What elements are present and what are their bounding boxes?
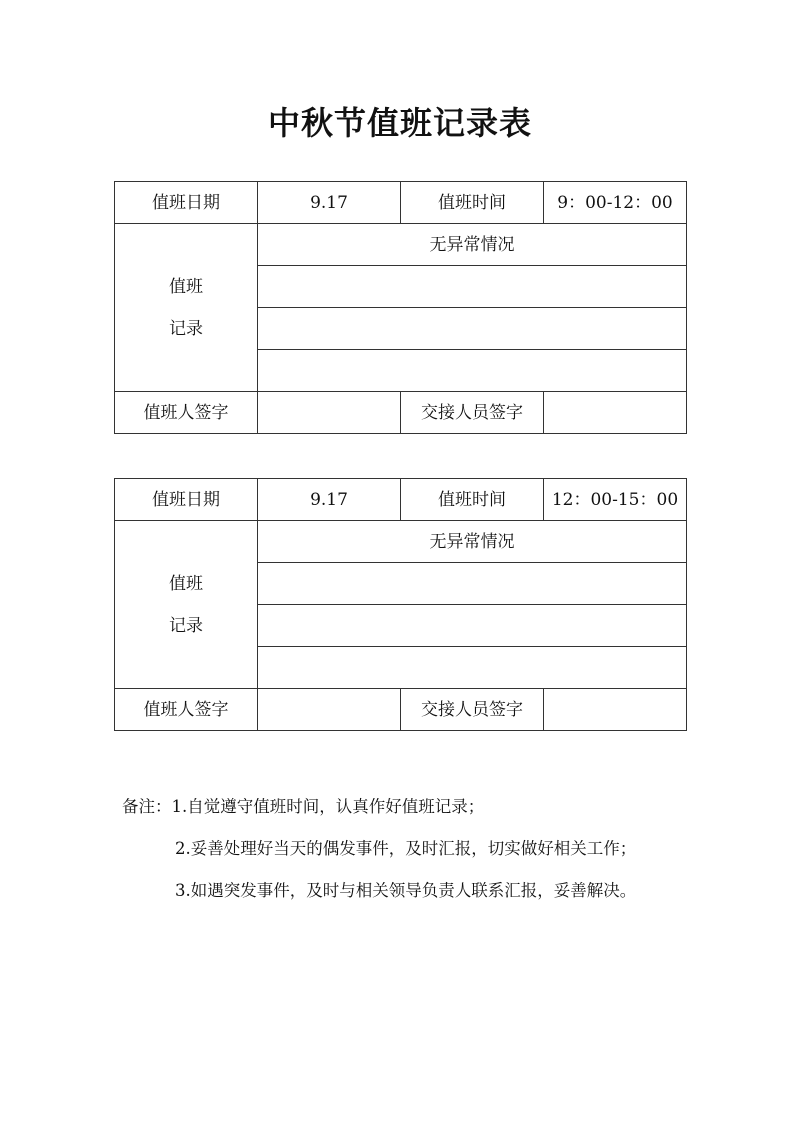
table-row (115, 182, 687, 224)
duty-table-shift-2 (114, 478, 687, 731)
time-value[interactable]: 9：00-12：00 (544, 182, 687, 224)
note-line-1: 备注：1.自觉遵守值班时间，认真作好值班记录； (122, 797, 485, 816)
time-label: 值班时间 (401, 479, 544, 521)
record-line-1[interactable]: 无异常情况 (258, 521, 687, 563)
record-label (115, 224, 258, 392)
table-row (115, 224, 687, 266)
handover-sign-label: 交接人员签字 (401, 392, 544, 434)
record-line-4[interactable] (258, 350, 687, 392)
duty-table-shift-1 (114, 181, 687, 434)
duty-sign-label: 值班人签字 (115, 392, 258, 434)
record-line-3[interactable] (258, 308, 687, 350)
date-label: 值班日期 (115, 182, 258, 224)
record-line-2[interactable] (258, 563, 687, 605)
record-label-line-2: 记录 (169, 318, 203, 339)
record-line-2[interactable] (258, 266, 687, 308)
handover-sign-field[interactable] (544, 392, 687, 434)
notes-section (122, 786, 636, 912)
record-line-4[interactable] (258, 647, 687, 689)
record-line-1[interactable]: 无异常情况 (258, 224, 687, 266)
table-row (115, 392, 687, 434)
table-row (115, 479, 687, 521)
record-line-3[interactable] (258, 605, 687, 647)
note-line-2: 2.妥善处理好当天的偶发事件，及时汇报，切实做好相关工作； (175, 839, 637, 858)
handover-sign-field[interactable] (544, 689, 687, 731)
record-label-line-2: 记录 (169, 615, 203, 636)
duty-sign-field[interactable] (258, 689, 401, 731)
record-label-line-1: 值班 (169, 573, 203, 594)
time-label: 值班时间 (401, 182, 544, 224)
duty-sign-field[interactable] (258, 392, 401, 434)
record-label-line-1: 值班 (169, 276, 203, 297)
handover-sign-label: 交接人员签字 (401, 689, 544, 731)
table-row (115, 689, 687, 731)
duty-sign-label: 值班人签字 (115, 689, 258, 731)
table-row (115, 521, 687, 563)
date-value[interactable]: 9.17 (258, 479, 401, 521)
record-label (115, 521, 258, 689)
note-line-3: 3.如遇突发事件，及时与相关领导负责人联系汇报，妥善解决。 (175, 881, 637, 900)
date-value[interactable]: 9.17 (258, 182, 401, 224)
time-value[interactable]: 12：00-15：00 (544, 479, 687, 521)
page-title: 中秋节值班记录表 (267, 104, 532, 142)
date-label: 值班日期 (115, 479, 258, 521)
